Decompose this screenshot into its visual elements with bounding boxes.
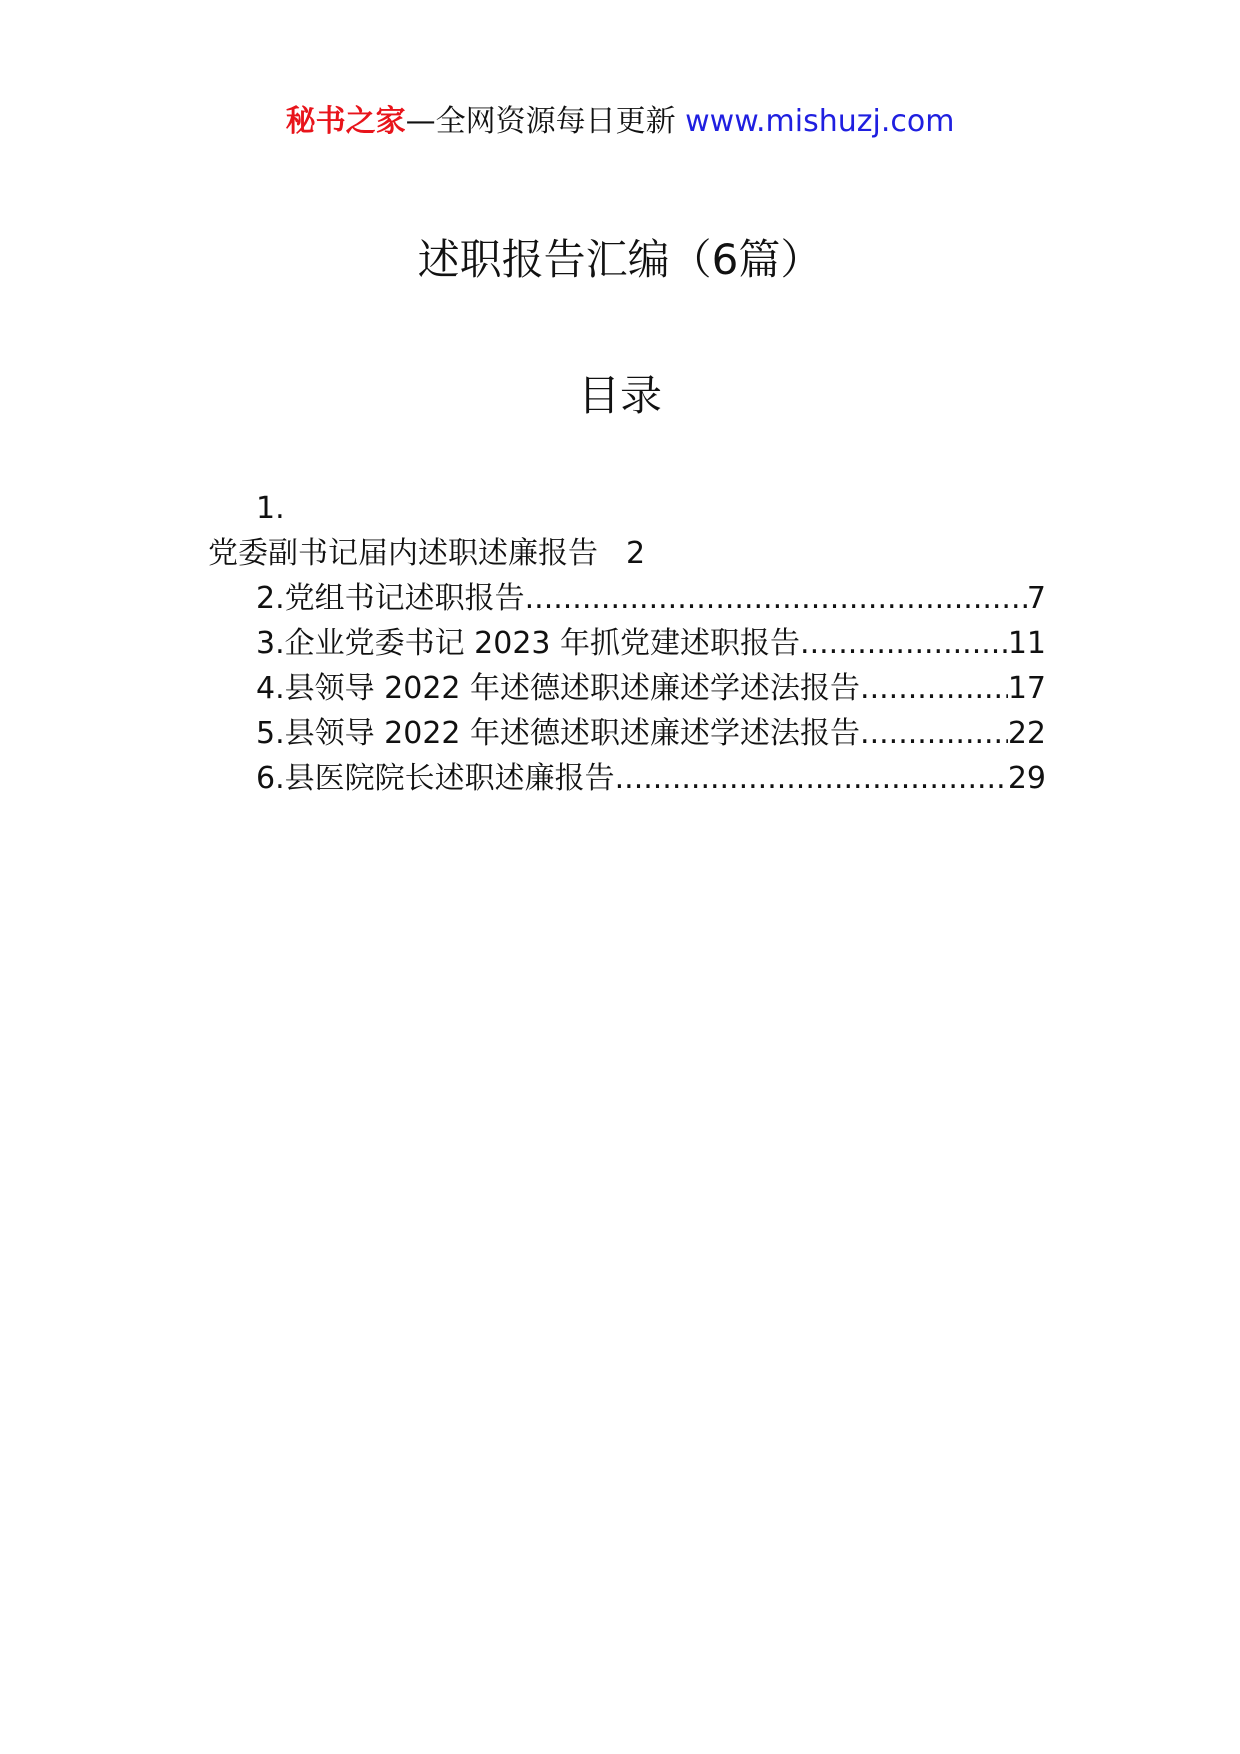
toc-entry-page: 2 (626, 536, 646, 571)
toc-entry-1-number: 1. (256, 491, 285, 526)
toc-entry-page: 29 (1007, 761, 1046, 796)
toc-entry-3[interactable] (256, 623, 1046, 668)
toc-entry-5[interactable] (256, 713, 1046, 758)
toc-entry-label: 3.企业党委书记 2023 年抓党建述职报告 (256, 626, 801, 661)
toc-entry-page: 7 (1026, 581, 1046, 616)
toc-entry-label: 4.县领导 2022 年述德述职述廉述学述法报告 (256, 671, 861, 706)
toc-dot-leader (860, 713, 1008, 755)
toc-heading: 目录 (577, 371, 662, 420)
toc-dot-leader (525, 578, 1027, 620)
site-url-link[interactable]: www.mishuzj.com (685, 104, 955, 139)
toc-entry-4[interactable] (256, 668, 1046, 713)
toc-dot-leader (860, 668, 1008, 710)
toc-entry-page: 17 (1007, 671, 1046, 706)
header-tagline: —全网资源每日更新 (405, 104, 676, 139)
toc-entry-label: 2.党组书记述职报告 (256, 581, 525, 616)
toc-list (256, 578, 1046, 803)
brand-name: 秘书之家 (285, 104, 406, 139)
toc-entry-label: 党委副书记届内述职述廉报告 (208, 536, 598, 571)
toc-dot-leader (615, 758, 1008, 800)
site-header (0, 102, 1240, 142)
toc-dot-leader (800, 623, 1008, 665)
toc-entry-2[interactable] (256, 578, 1046, 623)
toc-entry-6[interactable] (256, 758, 1046, 803)
toc-entry-1[interactable] (208, 533, 645, 575)
document-title: 述职报告汇编（6篇） (417, 235, 823, 284)
toc-entry-page: 22 (1007, 716, 1046, 751)
toc-entry-page: 11 (1007, 626, 1046, 661)
toc-entry-label: 5.县领导 2022 年述德述职述廉述学述法报告 (256, 716, 861, 751)
toc-entry-label: 6.县医院院长述职述廉报告 (256, 761, 615, 796)
